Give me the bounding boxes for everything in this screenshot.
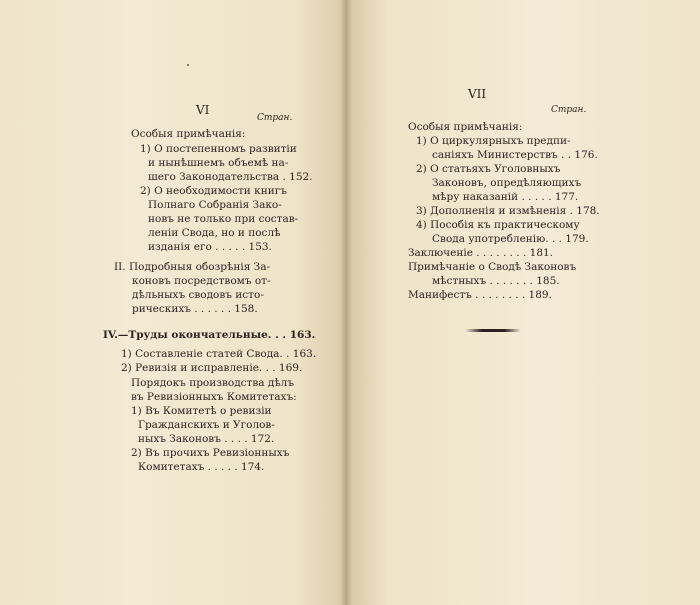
left-page [0, 0, 346, 605]
toc-line: Гражданскихъ и Уголов- [138, 419, 275, 431]
toc-line: мѣру наказаній . . . . . 177. [432, 191, 579, 203]
toc-line: дѣльныхъ сводовъ исто- [132, 289, 264, 301]
toc-line: Особыя примѣчанія: [131, 128, 246, 140]
toc-line: изданія его . . . . . 153. [148, 241, 272, 253]
paper-speck [187, 64, 189, 66]
page-number: VII [468, 87, 487, 101]
book-gutter [340, 0, 352, 605]
page-column-header: Стран. [257, 113, 293, 123]
ornamental-rule [465, 329, 521, 332]
toc-line: Полнаго Собранія Зако- [148, 199, 282, 211]
toc-section-heading: IV.—Труды окончательные. . . 163. [103, 329, 316, 341]
toc-line: ныхъ Законовъ . . . . 172. [138, 433, 275, 445]
toc-line: 1) Въ Комитетѣ о ревизіи [131, 405, 272, 417]
toc-line: саніяхъ Министерствъ . . 176. [432, 149, 598, 161]
toc-line: новъ не только при состав- [148, 213, 299, 225]
toc-line: Примѣчаніе о Сводѣ Законовъ [408, 261, 577, 273]
toc-line: 4) Пособія къ практическому [416, 219, 580, 231]
page-number: VI [196, 103, 210, 117]
toc-line: Комитетахъ . . . . . 174. [138, 461, 265, 473]
toc-line: 2) Въ прочихъ Ревизіонныхъ [131, 447, 290, 459]
toc-line: Заключеніе . . . . . . . . 181. [408, 247, 554, 259]
toc-line: коновъ посредствомъ от- [132, 275, 271, 287]
toc-line: Особыя примѣчанія: [408, 121, 523, 133]
toc-line: 3) Дополненія и измѣненія . 178. [416, 205, 600, 217]
toc-line: 1) О постепенномъ развитіи [140, 143, 297, 155]
toc-line: 2) О статьяхъ Уголовныхъ [416, 163, 561, 175]
toc-line: Свода употребленію. . . 179. [432, 233, 589, 245]
toc-line: въ Ревизіонныхъ Комитетахъ: [131, 391, 297, 403]
toc-line: Порядокъ производства дѣлъ [131, 377, 295, 389]
toc-line: шего Законодательства . 152. [148, 171, 313, 183]
toc-line: Манифестъ . . . . . . . . 189. [408, 289, 552, 301]
toc-line: II. Подробныя обозрѣнія За- [114, 261, 271, 273]
right-page [346, 0, 700, 605]
toc-line: 2) Ревизія и исправленіе. . . 169. [121, 362, 303, 374]
toc-line: рическихъ . . . . . . 158. [132, 303, 258, 315]
page-column-header: Стран. [551, 105, 587, 115]
toc-line: 1) О циркулярныхъ предпи- [416, 135, 571, 147]
toc-line: 2) О необходимости книгъ [140, 185, 287, 197]
toc-line: и нынѣшнемъ объемѣ на- [148, 157, 289, 169]
toc-line: Законовъ, опредѣляющихъ [432, 177, 582, 189]
toc-line: леніи Свода, но и послѣ [148, 227, 281, 239]
toc-line: мѣстныхъ . . . . . . . 185. [432, 275, 560, 287]
toc-line: 1) Составленіе статей Свода. . 163. [121, 348, 317, 360]
